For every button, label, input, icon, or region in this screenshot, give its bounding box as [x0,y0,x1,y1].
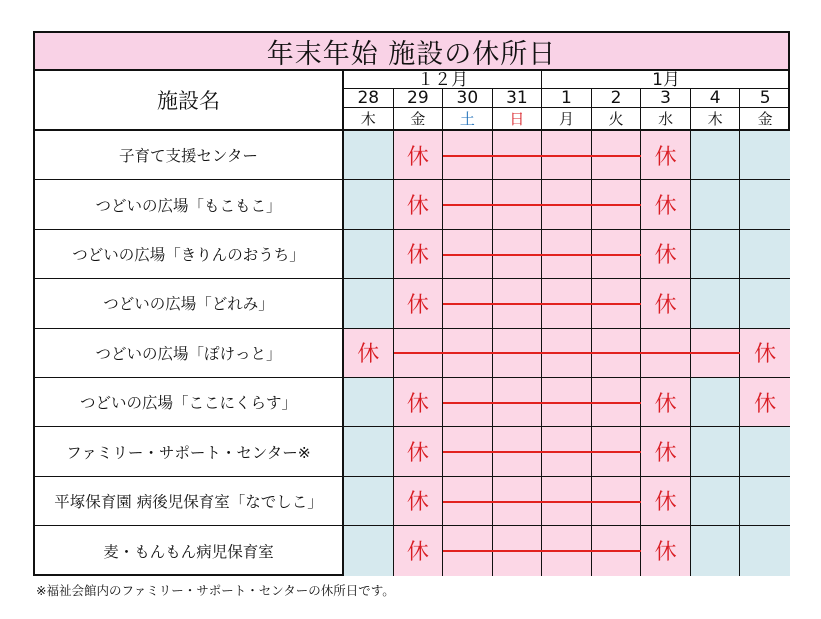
closed-day-cell [394,279,444,328]
day-number: 4 [691,89,741,108]
open-day-cell [691,477,741,526]
closed-day-cell [641,230,691,279]
day-number: 29 [394,89,444,108]
open-day-cell [344,230,394,279]
closed-mark: 休 [654,292,677,318]
weekday-label: 金 [740,108,790,131]
day-number: 31 [493,89,543,108]
closed-mark: 休 [654,144,677,170]
closure-span-line [443,501,641,503]
closure-schedule-table [33,31,790,576]
open-day-cell [691,279,741,328]
open-day-cell [691,131,741,180]
closed-day-cell [641,526,691,575]
closed-day-cell [344,329,394,378]
closed-mark: 休 [406,292,429,318]
closed-day-cell [641,279,691,328]
weekday-label: 火 [592,108,642,131]
open-day-cell [691,230,741,279]
closed-mark: 休 [406,144,429,170]
facility-name: 平塚保育園 病後児保育室「なでしこ」 [35,477,344,526]
day-number: 30 [443,89,493,108]
open-day-cell [344,477,394,526]
closed-day-cell [641,477,691,526]
closed-mark: 休 [406,540,429,566]
closed-mark: 休 [654,391,677,417]
open-day-cell [691,180,741,229]
closure-span-line [394,352,741,354]
closed-mark: 休 [754,391,777,417]
closed-day-cell [394,131,444,180]
facility-name: つどいの広場「もこもこ」 [35,180,344,229]
open-day-cell [691,378,741,427]
facility-name: つどいの広場「ぽけっと」 [35,329,344,378]
open-day-cell [344,180,394,229]
closed-mark: 休 [654,441,677,467]
closure-span-line [443,402,641,404]
day-number: 5 [740,89,790,108]
footnote: ※福祉会館内のファミリー・サポート・センターの休所日です。 [36,583,395,598]
weekday-label: 水 [641,108,691,131]
closed-day-cell [641,180,691,229]
open-day-cell [691,427,741,476]
closed-mark: 休 [357,342,380,368]
facility-name: つどいの広場「ここにくらす」 [35,378,344,427]
day-number: 1 [542,89,592,108]
closure-span-line [443,303,641,305]
month-header: 1月 [542,71,790,89]
closed-mark: 休 [406,243,429,269]
closed-day-cell [740,329,790,378]
weekday-label: 日 [493,108,543,131]
open-day-cell [740,427,790,476]
open-day-cell [344,279,394,328]
closed-day-cell [641,378,691,427]
closed-mark: 休 [654,540,677,566]
open-day-cell [740,131,790,180]
open-day-cell [740,279,790,328]
open-day-cell [344,378,394,427]
facility-name: 子育て支援センター [35,131,344,180]
closed-mark: 休 [654,194,677,220]
closure-span-line [443,204,641,206]
facility-name: 麦・もんもん病児保育室 [35,526,344,575]
closed-day-cell [394,427,444,476]
open-day-cell [344,131,394,180]
closed-day-cell [394,378,444,427]
closed-day-cell [641,131,691,180]
open-day-cell [740,230,790,279]
weekday-label: 月 [542,108,592,131]
closed-day-cell [740,378,790,427]
closed-day-cell [394,526,444,575]
table-title: 年末年始 施設の休所日 [35,33,788,71]
open-day-cell [740,526,790,575]
day-number: 28 [344,89,394,108]
closure-span-line [443,550,641,552]
facility-column-header: 施設名 [35,71,344,131]
closed-day-cell [394,230,444,279]
open-day-cell [691,526,741,575]
weekday-label: 木 [344,108,394,131]
closed-day-cell [394,477,444,526]
closure-span-line [443,254,641,256]
weekday-label: 金 [394,108,444,131]
closed-mark: 休 [406,490,429,516]
weekday-label: 土 [443,108,493,131]
closure-span-line [443,155,641,157]
month-header: １２月 [344,71,542,89]
closed-mark: 休 [654,243,677,269]
closed-day-cell [394,180,444,229]
closed-mark: 休 [406,194,429,220]
facility-name: つどいの広場「きりんのおうち」 [35,230,344,279]
closed-day-cell [641,427,691,476]
facility-name: ファミリー・サポート・センター※ [35,427,344,476]
day-number: 3 [641,89,691,108]
closed-mark: 休 [406,441,429,467]
day-number: 2 [592,89,642,108]
closed-mark: 休 [406,391,429,417]
weekday-label: 木 [691,108,741,131]
open-day-cell [740,180,790,229]
closed-mark: 休 [754,342,777,368]
open-day-cell [740,477,790,526]
open-day-cell [344,526,394,575]
closure-span-line [443,451,641,453]
open-day-cell [344,427,394,476]
closed-mark: 休 [654,490,677,516]
facility-name: つどいの広場「どれみ」 [35,279,344,328]
